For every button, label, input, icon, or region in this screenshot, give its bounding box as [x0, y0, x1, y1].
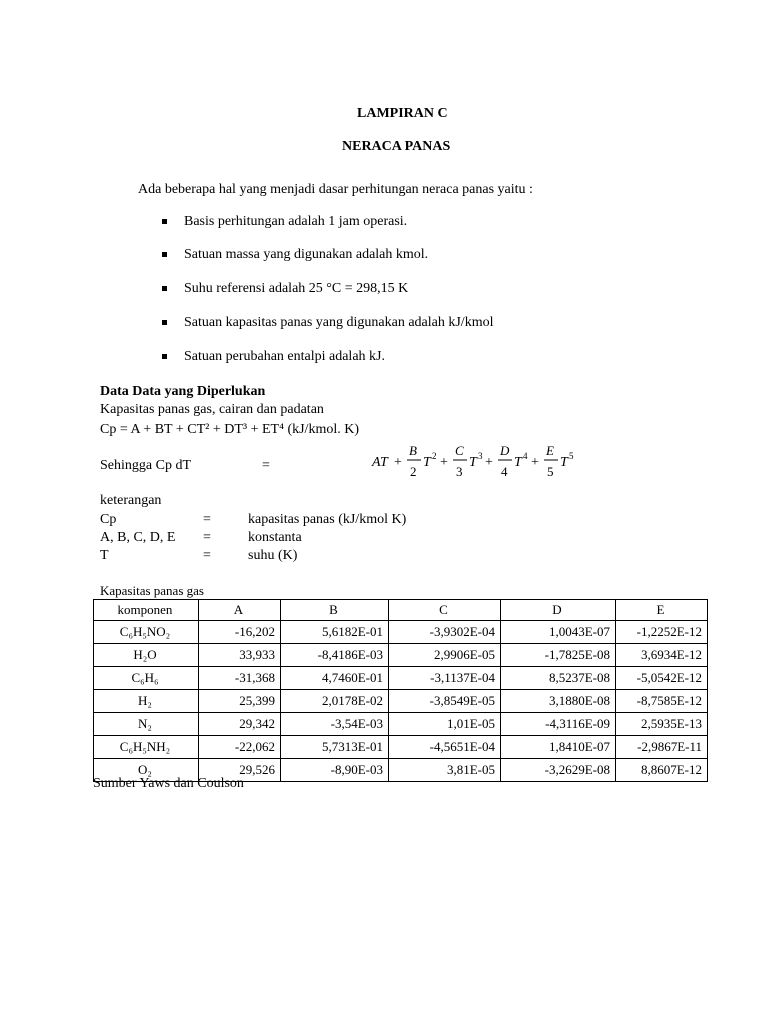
table-cell: 2,0178E-02	[281, 690, 389, 713]
column-header: B	[281, 600, 389, 621]
page-title: LAMPIRAN C	[357, 106, 448, 121]
table-cell: -8,7585E-12	[616, 690, 708, 713]
table-cell: -3,8549E-05	[389, 690, 501, 713]
table-cell: -5,0542E-12	[616, 667, 708, 690]
table-cell: -4,3116E-09	[501, 713, 616, 736]
bullet-marker	[162, 219, 167, 224]
integral-equals: =	[262, 458, 270, 473]
table-cell: -8,90E-03	[281, 759, 389, 782]
keterangan-desc: konstanta	[248, 530, 302, 545]
bullet-item: Suhu referensi adalah 25 °C = 298,15 K	[184, 281, 409, 296]
column-header: C	[389, 600, 501, 621]
svg-text:AT: AT	[372, 455, 388, 470]
svg-text:T: T	[560, 455, 568, 470]
svg-text:+: +	[440, 455, 448, 470]
svg-text:E: E	[546, 443, 554, 458]
table-row	[94, 621, 708, 644]
svg-text:4: 4	[523, 451, 528, 461]
keterangan-desc: suhu (K)	[248, 548, 298, 563]
svg-text:2: 2	[410, 464, 417, 479]
svg-text:5: 5	[569, 451, 574, 461]
svg-text:D: D	[500, 443, 510, 458]
table-row	[94, 713, 708, 736]
table-cell: -3,9302E-04	[389, 621, 501, 644]
component-cell: H₂	[94, 690, 199, 713]
bullet-marker	[162, 252, 167, 257]
svg-text:+: +	[531, 455, 539, 470]
svg-text:B: B	[409, 443, 417, 458]
table-row	[94, 667, 708, 690]
table-cell: 8,8607E-12	[616, 759, 708, 782]
component-cell: C₆H₆	[94, 667, 199, 690]
table-cell: 25,399	[199, 690, 281, 713]
integral-formula	[368, 442, 578, 482]
table-caption: Kapasitas panas gas	[100, 583, 204, 598]
bullet-item: Satuan kapasitas panas yang digunakan adalah kJ/kmol	[184, 315, 494, 330]
bullet-marker	[162, 354, 167, 359]
table-source: Sumber Yaws dan Coulson	[93, 776, 244, 791]
component-cell: C₆H₅NO₂	[94, 621, 199, 644]
keterangan-term: A, B, C, D, E	[100, 530, 176, 545]
table-cell: 33,933	[199, 644, 281, 667]
component-cell: H₂O	[94, 644, 199, 667]
table-cell: -2,9867E-11	[616, 736, 708, 759]
keterangan-heading: keterangan	[100, 493, 162, 508]
table-cell: -1,2252E-12	[616, 621, 708, 644]
bullet-item: Basis perhitungan adalah 1 jam operasi.	[184, 214, 408, 229]
section-heading: Data Data yang Diperlukan	[100, 384, 266, 399]
keterangan-term: Cp	[100, 512, 117, 527]
integral-label: Sehingga Cp dT	[100, 458, 191, 473]
table-cell: -1,7825E-08	[501, 644, 616, 667]
table-cell: -8,4186E-03	[281, 644, 389, 667]
table-row	[94, 644, 708, 667]
keterangan-term: T	[100, 548, 109, 563]
keterangan-equals: =	[203, 530, 211, 545]
svg-text:+: +	[485, 455, 493, 470]
table-cell: 3,6934E-12	[616, 644, 708, 667]
intro-text: Ada beberapa hal yang menjadi dasar perhitungan neraca panas yaitu :	[138, 182, 533, 197]
table-cell: 29,342	[199, 713, 281, 736]
heat-capacity-table	[93, 599, 708, 782]
table-cell: -22,062	[199, 736, 281, 759]
cp-formula: Cp = A + BT + CT² + DT³ + ET⁴ (kJ/kmol. K)	[100, 422, 359, 437]
page-subtitle: NERACA PANAS	[342, 139, 451, 154]
column-header: E	[616, 600, 708, 621]
table-cell: 5,6182E-01	[281, 621, 389, 644]
component-cell: C₆H₅NH₂	[94, 736, 199, 759]
table-cell: 3,81E-05	[389, 759, 501, 782]
component-cell: O₂	[94, 759, 199, 782]
column-header: A	[199, 600, 281, 621]
table-cell: -16,202	[199, 621, 281, 644]
svg-text:4: 4	[501, 464, 508, 479]
table-cell: 8,5237E-08	[501, 667, 616, 690]
bullet-marker	[162, 320, 167, 325]
table-cell: 29,526	[199, 759, 281, 782]
table-cell: -3,1137E-04	[389, 667, 501, 690]
keterangan-equals: =	[203, 548, 211, 563]
table-cell: 1,01E-05	[389, 713, 501, 736]
table-cell: 2,9906E-05	[389, 644, 501, 667]
svg-text:+: +	[394, 455, 402, 470]
section-line: Kapasitas panas gas, cairan dan padatan	[100, 402, 324, 417]
svg-text:2: 2	[432, 451, 437, 461]
component-cell: N₂	[94, 713, 199, 736]
table-cell: 1,0043E-07	[501, 621, 616, 644]
bullet-item: Satuan perubahan entalpi adalah kJ.	[184, 349, 385, 364]
svg-text:T: T	[423, 455, 431, 470]
keterangan-equals: =	[203, 512, 211, 527]
bullet-marker	[162, 286, 167, 291]
svg-text:3: 3	[478, 451, 483, 461]
table-cell: -3,54E-03	[281, 713, 389, 736]
table-row	[94, 690, 708, 713]
table-cell: 5,7313E-01	[281, 736, 389, 759]
table-cell: -31,368	[199, 667, 281, 690]
svg-text:3: 3	[456, 464, 463, 479]
column-header: D	[501, 600, 616, 621]
svg-text:C: C	[455, 443, 464, 458]
table-cell: 2,5935E-13	[616, 713, 708, 736]
table-cell: 3,1880E-08	[501, 690, 616, 713]
table-header-row	[94, 600, 708, 621]
bullet-item: Satuan massa yang digunakan adalah kmol.	[184, 247, 429, 262]
svg-text:T: T	[469, 455, 477, 470]
table-cell: 1,8410E-07	[501, 736, 616, 759]
table-cell: -4,5651E-04	[389, 736, 501, 759]
column-header: komponen	[94, 600, 199, 621]
svg-text:T: T	[514, 455, 522, 470]
table-cell: -3,2629E-08	[501, 759, 616, 782]
keterangan-desc: kapasitas panas (kJ/kmol K)	[248, 512, 407, 527]
table-cell: 4,7460E-01	[281, 667, 389, 690]
table-row	[94, 736, 708, 759]
svg-text:5: 5	[547, 464, 554, 479]
